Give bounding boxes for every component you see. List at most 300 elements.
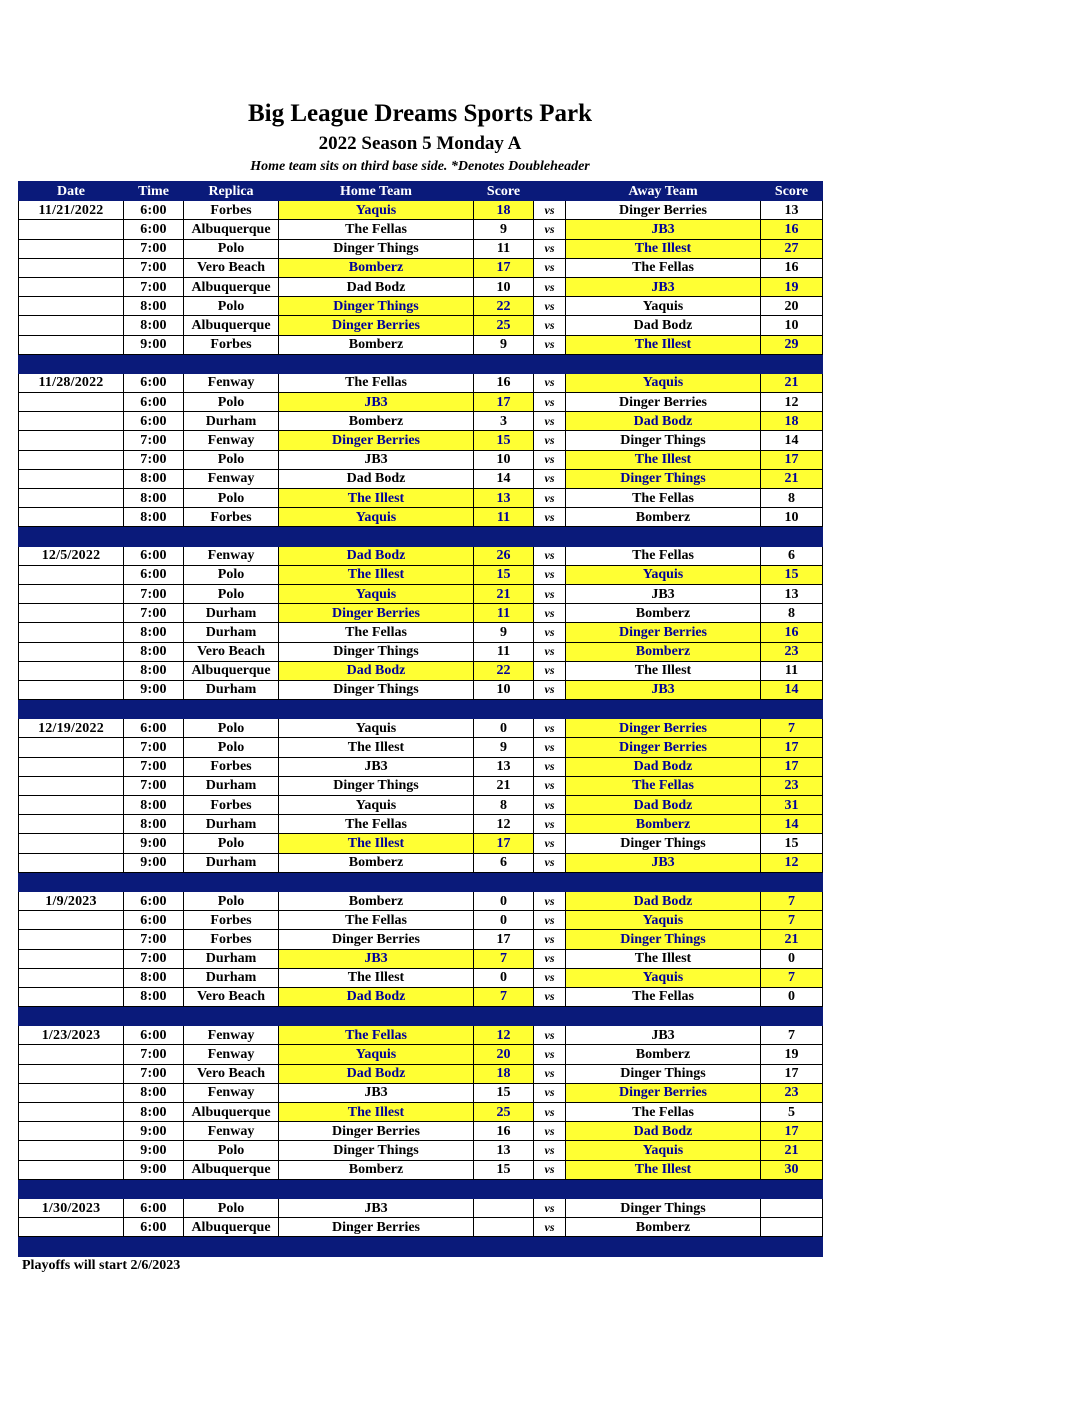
home-team: Bomberz [279, 412, 474, 431]
game-replica: Fenway [184, 1026, 279, 1045]
separator-cell [279, 354, 474, 373]
game-time: 7:00 [124, 431, 184, 450]
game-time: 6:00 [124, 201, 184, 220]
game-time: 6:00 [124, 546, 184, 565]
vs-label: vs [534, 1141, 566, 1160]
vs-label: vs [534, 642, 566, 661]
game-replica: Fenway [184, 1083, 279, 1102]
separator-cell [279, 527, 474, 546]
separator-cell [474, 527, 534, 546]
away-team: JB3 [566, 220, 761, 239]
vs-label: vs [534, 680, 566, 699]
vs-label: vs [534, 968, 566, 987]
vs-label: vs [534, 1083, 566, 1102]
game-replica: Forbes [184, 508, 279, 527]
game-time: 8:00 [124, 796, 184, 815]
game-time: 7:00 [124, 604, 184, 623]
game-date [19, 1141, 124, 1160]
game-time: 8:00 [124, 987, 184, 1006]
vs-label: vs [534, 489, 566, 508]
away-team: Bomberz [566, 642, 761, 661]
away-team: Dinger Things [566, 1198, 761, 1217]
away-score: 17 [761, 738, 823, 757]
game-time: 7:00 [124, 277, 184, 296]
game-time: 8:00 [124, 297, 184, 316]
week-separator [19, 354, 823, 373]
separator-cell [566, 527, 761, 546]
away-team: Bomberz [566, 1218, 761, 1237]
home-team: Dinger Berries [279, 431, 474, 450]
home-team: Yaquis [279, 796, 474, 815]
vs-label: vs [534, 815, 566, 834]
game-date [19, 853, 124, 872]
vs-label: vs [534, 469, 566, 488]
game-time: 8:00 [124, 815, 184, 834]
home-team: Bomberz [279, 853, 474, 872]
separator-cell [184, 872, 279, 891]
vs-label: vs [534, 1218, 566, 1237]
separator-cell [124, 1007, 184, 1026]
separator-cell [184, 1179, 279, 1198]
game-date [19, 1160, 124, 1179]
game-time: 8:00 [124, 469, 184, 488]
game-replica: Polo [184, 393, 279, 412]
home-score: 17 [474, 930, 534, 949]
game-time: 8:00 [124, 489, 184, 508]
game-date [19, 277, 124, 296]
home-team: Dad Bodz [279, 277, 474, 296]
game-date [19, 1045, 124, 1064]
vs-label: vs [534, 776, 566, 795]
home-score: 21 [474, 584, 534, 603]
away-team: The Illest [566, 239, 761, 258]
home-score: 22 [474, 297, 534, 316]
away-team: The Fellas [566, 258, 761, 277]
game-row [19, 1198, 823, 1217]
separator-cell [761, 700, 823, 719]
away-score: 17 [761, 757, 823, 776]
game-replica: Polo [184, 891, 279, 910]
game-date: 11/21/2022 [19, 201, 124, 220]
separator-cell [19, 1179, 124, 1198]
game-replica: Durham [184, 776, 279, 795]
home-team: The Fellas [279, 1026, 474, 1045]
home-score: 0 [474, 891, 534, 910]
game-replica: Durham [184, 968, 279, 987]
away-team: Yaquis [566, 373, 761, 392]
vs-label: vs [534, 796, 566, 815]
separator-cell [124, 1237, 184, 1256]
game-time: 8:00 [124, 623, 184, 642]
vs-label: vs [534, 834, 566, 853]
game-row [19, 968, 823, 987]
vs-label: vs [534, 508, 566, 527]
game-date [19, 412, 124, 431]
home-team: JB3 [279, 1083, 474, 1102]
game-row [19, 853, 823, 872]
separator-cell [566, 700, 761, 719]
away-score: 23 [761, 642, 823, 661]
home-score: 14 [474, 469, 534, 488]
game-time: 9:00 [124, 1160, 184, 1179]
game-replica: Albuquerque [184, 277, 279, 296]
game-time: 9:00 [124, 834, 184, 853]
away-score: 7 [761, 968, 823, 987]
game-row [19, 508, 823, 527]
away-score: 16 [761, 220, 823, 239]
game-time: 8:00 [124, 1103, 184, 1122]
separator-cell [19, 527, 124, 546]
away-team: Dad Bodz [566, 796, 761, 815]
game-date [19, 815, 124, 834]
game-date [19, 258, 124, 277]
game-replica: Polo [184, 1198, 279, 1217]
away-score: 21 [761, 930, 823, 949]
game-replica: Forbes [184, 930, 279, 949]
game-time: 9:00 [124, 1141, 184, 1160]
game-row [19, 1141, 823, 1160]
vs-label: vs [534, 373, 566, 392]
game-replica: Albuquerque [184, 1218, 279, 1237]
game-date: 1/23/2023 [19, 1026, 124, 1045]
vs-label: vs [534, 297, 566, 316]
separator-cell [19, 1007, 124, 1026]
game-replica: Fenway [184, 1122, 279, 1141]
vs-label: vs [534, 930, 566, 949]
vs-label: vs [534, 623, 566, 642]
game-row [19, 815, 823, 834]
vs-label: vs [534, 316, 566, 335]
home-score: 15 [474, 565, 534, 584]
home-score [474, 1218, 534, 1237]
game-date [19, 987, 124, 1006]
home-score: 13 [474, 1141, 534, 1160]
home-score: 12 [474, 815, 534, 834]
home-score: 21 [474, 776, 534, 795]
away-score: 14 [761, 815, 823, 834]
home-score: 25 [474, 1103, 534, 1122]
separator-cell [184, 1007, 279, 1026]
home-team: The Illest [279, 489, 474, 508]
home-team: Dinger Things [279, 776, 474, 795]
away-score: 8 [761, 489, 823, 508]
away-team: Dinger Berries [566, 201, 761, 220]
vs-label: vs [534, 201, 566, 220]
col-home-team: Home Team [279, 182, 474, 201]
game-time: 8:00 [124, 316, 184, 335]
game-row [19, 757, 823, 776]
game-time: 7:00 [124, 1045, 184, 1064]
schedule-table [18, 181, 823, 1257]
away-team: Dad Bodz [566, 891, 761, 910]
game-time: 9:00 [124, 680, 184, 699]
home-team: Dinger Things [279, 642, 474, 661]
game-replica: Durham [184, 412, 279, 431]
away-team: Dad Bodz [566, 412, 761, 431]
game-row [19, 680, 823, 699]
home-score: 13 [474, 489, 534, 508]
separator-cell [124, 700, 184, 719]
home-score: 10 [474, 277, 534, 296]
game-time: 6:00 [124, 1218, 184, 1237]
home-team: Dad Bodz [279, 987, 474, 1006]
away-team: The Fellas [566, 776, 761, 795]
vs-label: vs [534, 949, 566, 968]
game-row [19, 1064, 823, 1083]
game-date [19, 393, 124, 412]
away-score: 15 [761, 834, 823, 853]
away-score: 19 [761, 277, 823, 296]
game-date [19, 949, 124, 968]
vs-label: vs [534, 1045, 566, 1064]
separator-cell [474, 872, 534, 891]
home-score: 17 [474, 393, 534, 412]
game-row [19, 1218, 823, 1237]
game-date: 11/28/2022 [19, 373, 124, 392]
away-score: 10 [761, 316, 823, 335]
game-date [19, 584, 124, 603]
week-separator [19, 1237, 823, 1256]
separator-cell [184, 700, 279, 719]
game-replica: Durham [184, 604, 279, 623]
vs-label: vs [534, 277, 566, 296]
game-date: 12/5/2022 [19, 546, 124, 565]
vs-label: vs [534, 412, 566, 431]
game-row [19, 1026, 823, 1045]
separator-cell [279, 700, 474, 719]
schedule-note: Home team sits on third base side. *Denotes Doubleheader [250, 159, 590, 174]
game-time: 9:00 [124, 853, 184, 872]
home-score: 0 [474, 911, 534, 930]
game-date [19, 1122, 124, 1141]
vs-label: vs [534, 738, 566, 757]
game-replica: Polo [184, 1141, 279, 1160]
separator-cell [124, 527, 184, 546]
vs-label: vs [534, 1122, 566, 1141]
game-replica: Forbes [184, 335, 279, 354]
home-team: Dinger Berries [279, 1122, 474, 1141]
home-team: JB3 [279, 1198, 474, 1217]
separator-cell [534, 527, 566, 546]
away-score: 6 [761, 546, 823, 565]
home-score: 6 [474, 853, 534, 872]
game-row [19, 373, 823, 392]
game-time: 6:00 [124, 1026, 184, 1045]
separator-cell [566, 1237, 761, 1256]
away-score [761, 1198, 823, 1217]
vs-label: vs [534, 1160, 566, 1179]
away-team: The Fellas [566, 546, 761, 565]
home-team: Bomberz [279, 891, 474, 910]
home-score: 0 [474, 719, 534, 738]
home-score: 11 [474, 642, 534, 661]
game-time: 6:00 [124, 911, 184, 930]
home-score: 7 [474, 987, 534, 1006]
separator-cell [184, 527, 279, 546]
game-row [19, 776, 823, 795]
game-row [19, 335, 823, 354]
game-row [19, 412, 823, 431]
home-team: JB3 [279, 450, 474, 469]
game-replica: Forbes [184, 796, 279, 815]
separator-cell [566, 872, 761, 891]
game-row [19, 987, 823, 1006]
away-score: 23 [761, 1083, 823, 1102]
away-team: The Fellas [566, 987, 761, 1006]
game-replica: Vero Beach [184, 987, 279, 1006]
game-date: 1/9/2023 [19, 891, 124, 910]
game-row [19, 719, 823, 738]
game-replica: Fenway [184, 546, 279, 565]
playoffs-note: Playoffs will start 2/6/2023 [22, 1258, 181, 1273]
home-team: The Fellas [279, 373, 474, 392]
game-replica: Polo [184, 450, 279, 469]
vs-label: vs [534, 853, 566, 872]
home-score: 11 [474, 239, 534, 258]
away-team: JB3 [566, 277, 761, 296]
game-row [19, 489, 823, 508]
game-date [19, 469, 124, 488]
away-team: Dad Bodz [566, 316, 761, 335]
game-time: 6:00 [124, 373, 184, 392]
game-row [19, 1103, 823, 1122]
away-score: 31 [761, 796, 823, 815]
separator-cell [279, 1237, 474, 1256]
home-team: Yaquis [279, 508, 474, 527]
game-replica: Polo [184, 565, 279, 584]
away-score: 12 [761, 393, 823, 412]
week-separator [19, 527, 823, 546]
game-row [19, 1083, 823, 1102]
game-row [19, 642, 823, 661]
game-replica: Durham [184, 680, 279, 699]
home-score: 18 [474, 1064, 534, 1083]
away-team: Dad Bodz [566, 1122, 761, 1141]
col-away-score: Score [761, 182, 823, 201]
game-row [19, 469, 823, 488]
away-score: 13 [761, 201, 823, 220]
game-row [19, 316, 823, 335]
game-date [19, 1083, 124, 1102]
game-time: 6:00 [124, 412, 184, 431]
col-away-team: Away Team [566, 182, 761, 201]
away-team: JB3 [566, 680, 761, 699]
away-score [761, 1218, 823, 1237]
game-time: 6:00 [124, 1198, 184, 1217]
game-time: 6:00 [124, 891, 184, 910]
home-team: Yaquis [279, 1045, 474, 1064]
away-score: 17 [761, 450, 823, 469]
away-team: Dinger Berries [566, 623, 761, 642]
home-team: The Fellas [279, 220, 474, 239]
game-time: 7:00 [124, 239, 184, 258]
home-score: 17 [474, 258, 534, 277]
game-date [19, 680, 124, 699]
game-row [19, 738, 823, 757]
separator-cell [761, 872, 823, 891]
away-team: JB3 [566, 1026, 761, 1045]
separator-cell [761, 1179, 823, 1198]
col-home-score: Score [474, 182, 534, 201]
game-row [19, 661, 823, 680]
away-team: Bomberz [566, 1045, 761, 1064]
away-team: Dinger Things [566, 469, 761, 488]
season-subtitle: 2022 Season 5 Monday A [318, 133, 522, 154]
away-team: Yaquis [566, 968, 761, 987]
away-team: The Illest [566, 661, 761, 680]
game-date [19, 1218, 124, 1237]
home-team: Bomberz [279, 335, 474, 354]
week-separator [19, 1179, 823, 1198]
game-replica: Vero Beach [184, 642, 279, 661]
home-team: Bomberz [279, 1160, 474, 1179]
home-team: Dad Bodz [279, 546, 474, 565]
home-score: 7 [474, 949, 534, 968]
game-replica: Albuquerque [184, 661, 279, 680]
game-time: 9:00 [124, 335, 184, 354]
home-team: The Illest [279, 1103, 474, 1122]
week-separator [19, 1007, 823, 1026]
home-score: 15 [474, 1160, 534, 1179]
home-score [474, 1198, 534, 1217]
game-replica: Albuquerque [184, 1103, 279, 1122]
home-team: The Fellas [279, 911, 474, 930]
away-team: Dinger Things [566, 930, 761, 949]
home-score: 0 [474, 968, 534, 987]
home-team: Dinger Berries [279, 930, 474, 949]
home-score: 15 [474, 431, 534, 450]
home-score: 11 [474, 604, 534, 623]
col-date: Date [19, 182, 124, 201]
away-score: 19 [761, 1045, 823, 1064]
home-team: Dinger Things [279, 1141, 474, 1160]
col-vs [534, 182, 566, 201]
vs-label: vs [534, 220, 566, 239]
separator-cell [279, 872, 474, 891]
game-date [19, 642, 124, 661]
away-team: JB3 [566, 853, 761, 872]
game-time: 7:00 [124, 949, 184, 968]
game-date [19, 1064, 124, 1083]
away-team: JB3 [566, 584, 761, 603]
home-team: Yaquis [279, 719, 474, 738]
separator-cell [474, 700, 534, 719]
home-score: 16 [474, 373, 534, 392]
game-date [19, 757, 124, 776]
game-date [19, 316, 124, 335]
separator-cell [566, 354, 761, 373]
game-date [19, 911, 124, 930]
game-time: 7:00 [124, 450, 184, 469]
home-score: 13 [474, 757, 534, 776]
game-date [19, 968, 124, 987]
game-replica: Fenway [184, 431, 279, 450]
game-date [19, 604, 124, 623]
home-score: 9 [474, 738, 534, 757]
vs-label: vs [534, 604, 566, 623]
week-separator [19, 700, 823, 719]
week-separator [19, 872, 823, 891]
home-score: 12 [474, 1026, 534, 1045]
away-score: 14 [761, 431, 823, 450]
away-team: Bomberz [566, 815, 761, 834]
game-date [19, 661, 124, 680]
vs-label: vs [534, 450, 566, 469]
game-replica: Forbes [184, 201, 279, 220]
game-time: 6:00 [124, 565, 184, 584]
game-row [19, 949, 823, 968]
game-replica: Albuquerque [184, 220, 279, 239]
